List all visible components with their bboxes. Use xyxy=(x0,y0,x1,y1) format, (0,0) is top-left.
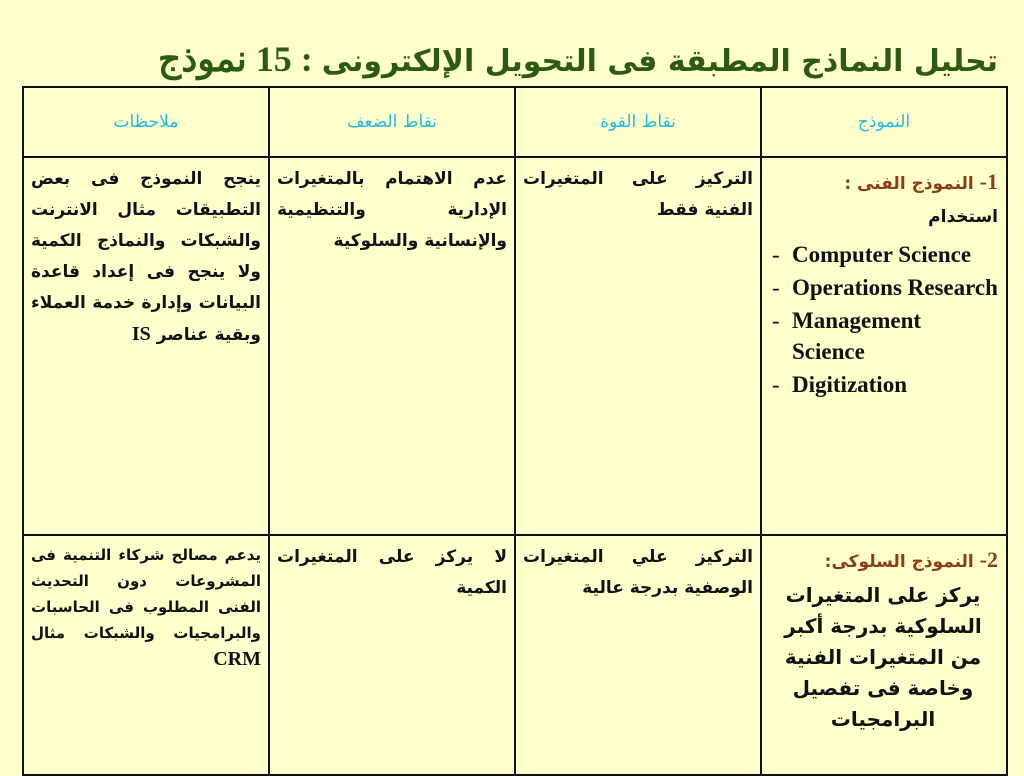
model-subtitle: استخدام xyxy=(928,207,998,227)
notes-cell xyxy=(23,535,269,775)
table-row xyxy=(23,535,1007,775)
list-item: - Operations Research xyxy=(772,275,998,300)
notes-cell xyxy=(23,157,269,535)
model-cell xyxy=(761,157,1007,535)
list-item: - Management Science xyxy=(772,308,922,364)
table-row xyxy=(23,157,1007,535)
models-table xyxy=(22,86,1008,776)
notes-abbrev: CRM xyxy=(213,648,261,670)
list-item: - Digitization xyxy=(772,372,907,397)
header-weaknesses: نقاط الضعف xyxy=(269,87,515,157)
strengths-cell: التركيز علي المتغيرات الوصفية بدرجة عالية xyxy=(515,535,761,775)
model-title xyxy=(768,544,998,578)
list-item-text: Operations Research xyxy=(792,275,998,300)
strengths-cell: التركيز على المتغيرات الفنية فقط xyxy=(515,157,761,535)
list-item-text: Management Science xyxy=(792,308,922,364)
model-cell xyxy=(761,535,1007,775)
header-strengths: نقاط القوة xyxy=(515,87,761,157)
weaknesses-cell: عدم الاهتمام بالمتغيرات الإدارية والتنظيمية والإنسانية والسلوكية xyxy=(269,157,515,535)
list-item: - Computer Science xyxy=(772,242,972,267)
header-row xyxy=(23,87,1007,157)
list-item-text: Computer Science xyxy=(792,242,972,267)
notes-text: ينجح النموذج فى بعض التطبيقات مثال الانترنت والشبكات والنماذج الكمية ولا ينجح فى إعداد قاعدة البيانات وإدارة خدمة العملاء وبقية عناصر xyxy=(31,169,261,345)
notes-text: يدعم مصالح شركاء التنمية فى المشروعات دون التحديث الفنى المطلوب فى الحاسبات والبرامجيات والشبكات مثال xyxy=(31,546,261,642)
notes-abbrev: IS xyxy=(131,323,151,345)
weaknesses-cell: لا يركز على المتغيرات الكمية xyxy=(269,535,515,775)
slide-title-text: تحليل النماذج المطبقة فى التحويل الإلكترونى xyxy=(321,44,998,79)
model-number: 2- xyxy=(979,547,998,572)
model-title xyxy=(768,166,998,200)
model-name: النموذج السلوكى: xyxy=(824,552,974,572)
header-model: النموذج xyxy=(761,87,1007,157)
slide-title-separator: : xyxy=(291,39,322,79)
slide-title xyxy=(12,26,998,92)
header-notes: ملاحظات xyxy=(23,87,269,157)
model-number: 1- xyxy=(979,169,998,194)
slide-title-count: 15 نموذج xyxy=(158,39,292,79)
model-tools-list xyxy=(768,239,998,400)
list-item-text: Digitization xyxy=(792,372,907,397)
model-description: يركز على المتغيرات السلوكية بدرجة أكبر من المتغيرات الفنية وخاصة فى تفصيل البرامجيات xyxy=(784,583,982,731)
model-name: النموذج الفنى : xyxy=(844,174,974,194)
